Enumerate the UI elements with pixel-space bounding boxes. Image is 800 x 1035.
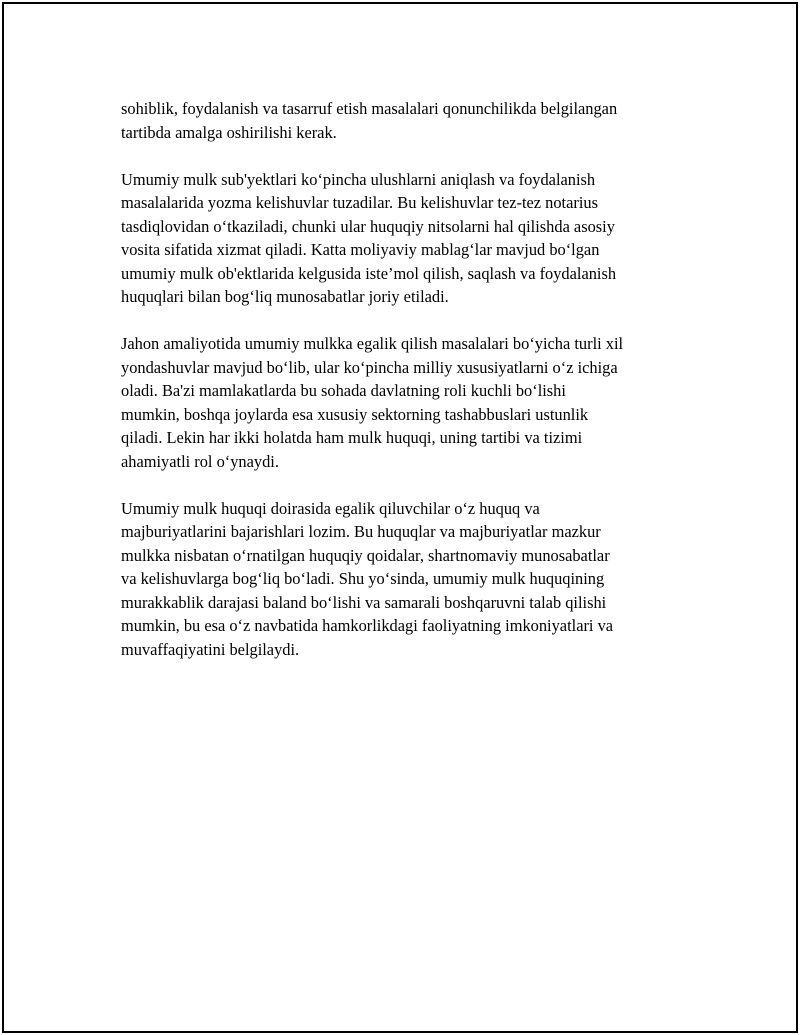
paragraph-3: Jahon amaliyotida umumiy mulkka egalik qilish masalalari bo‘yicha turli xil yondashuvlar mavjud bo‘lib, ular ko‘pincha milliy xususiyatlarni o‘z ichiga oladi. Ba'zi mamlakatlarda bu sohada davlatning roli kuchli bo‘lishi mumkin, boshqa joylarda esa xususiy sektorning tashabbuslari ustunlik qiladi. Lekin har ikki holatda ham mulk huquqi, uning tartibi va tizimi ahamiyatli rol o‘ynaydi.	[121, 334, 624, 471]
page-frame	[2, 2, 798, 1033]
paragraph-4: Umumiy mulk huquqi doirasida egalik qiluvchilar o‘z huquq va majburiyatlarini bajarishlari lozim. Bu huquqlar va majburiyatlar mazkur mulkka nisbatan o‘rnatilgan huquqiy qoidalar, shartnomaviy munosabatlar va kelishuvlarga bog‘liq bo‘ladi. Shu yo‘sinda, umumiy mulk huquqining murakkablik darajasi baland bo‘lishi va samarali boshqaruvni talab qilishi mumkin, bu esa o‘z navbatida hamkorlikdagi faoliyatning imkoniyatlari va muvaffaqiyatini belgilaydi.	[121, 498, 614, 659]
document-body	[121, 97, 701, 685]
paragraph-1: sohiblik, foydalanish va tasarruf etish masalalari qonunchilikda belgilangan tartibda amalga oshirilishi kerak.	[121, 99, 618, 142]
paragraph-2: Umumiy mulk sub'yektlari ko‘pincha ulushlarni aniqlash va foydalanish masalalarida yozma kelishuvlar tuzadilar. Bu kelishuvlar tez-tez notarius tasdiqlovidan o‘tkaziladi, chunki ular huquqiy nitsolarni hal qilishda asosiy vosita sifatida xizmat qiladi. Katta moliyaviy mablag‘lar mavjud bo‘lgan umumiy mulk ob'ektlarida kelgusida iste’mol qilish, saqlash va foydalanish huquqlari bilan bog‘liq munosabatlar joriy etiladi.	[121, 169, 617, 306]
